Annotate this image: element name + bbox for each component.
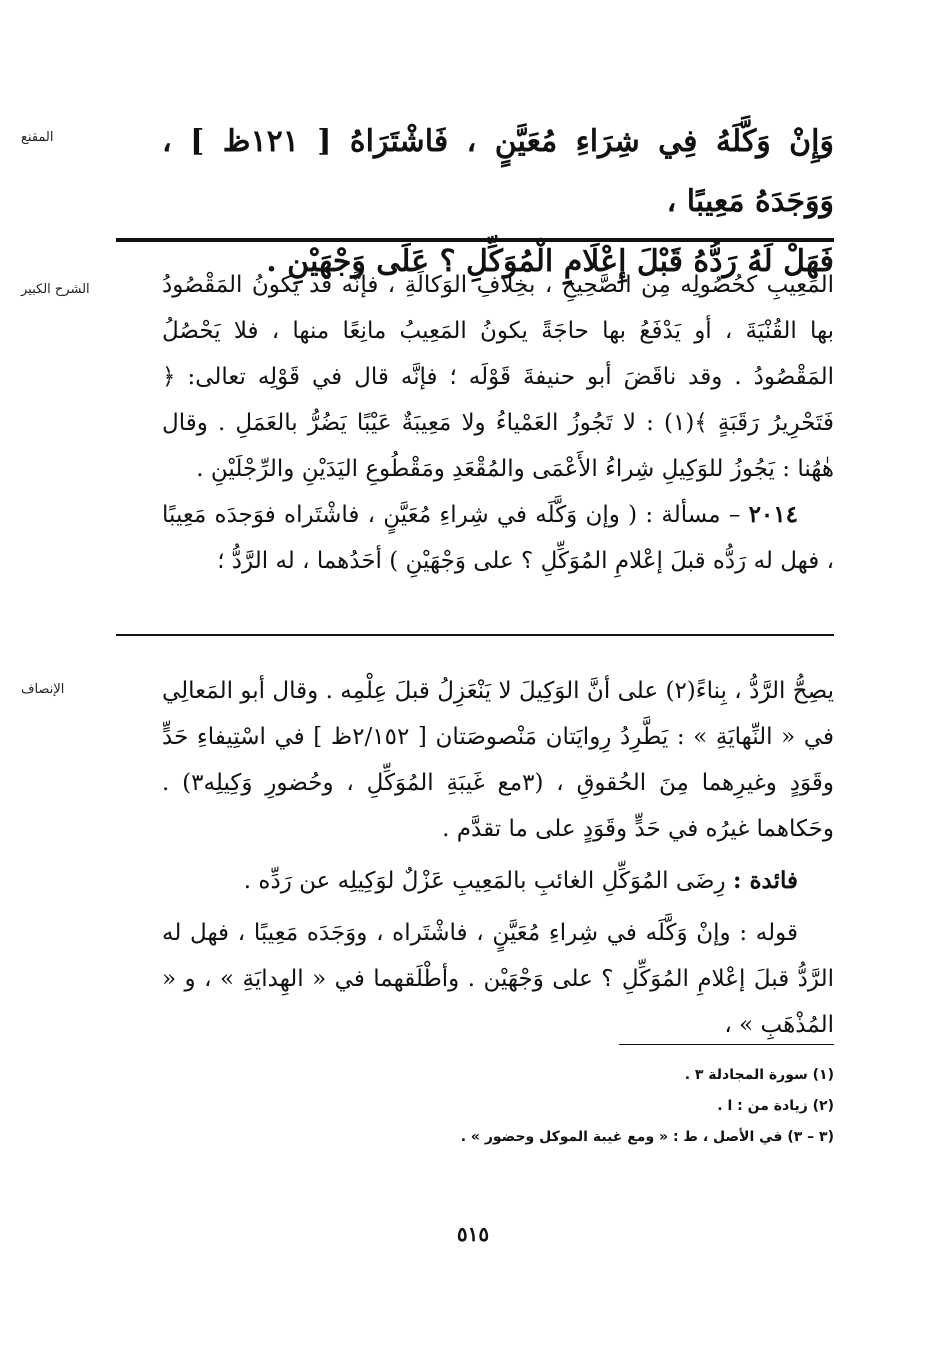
sharh-text: [162, 262, 834, 584]
insaf-text: [162, 668, 834, 1048]
section-label-muqni: المقنع: [21, 130, 54, 145]
page-number: ٥١٥: [456, 1222, 490, 1246]
sharh-paragraph-1: المَعِيبِ كحُصُولِه مِن الصَّحِيحِ ، بخِلافِ الوَكالَةِ ، فإنَّه قد يكونُ المَقْصُودُ بها القُنْيَةَ ، أو يَدْفَعُ بها حاجَةً يكونُ المَعِيبُ مانِعًا منها ، فلا يَحْصُلُ المَقْصُودُ . وقد ناقَضَ أبو حنيفةَ قَوْلَه ؛ فإنَّه قال في قَوْلِه تعالى: ﴿ فَتَحْرِيرُ رَقَبَةٍ ﴾(١) : لا تَجُوزُ العَمْياءُ ولا مَعِيبَةٌ عَيْبًا يَضُرُّ بالعَمَلِ . وقال هٰهُنا : يَجُوزُ للوَكِيلِ شِراءُ الأَعْمَى والمُقْعَدِ ومَقْطُوعِ اليَدَيْنِ والرِّجْلَيْنِ .: [162, 272, 834, 482]
insaf-paragraph-3: قوله : وإنْ وَكَّلَه في شِراءِ مُعَيَّنٍ ، فاشْتَراه ، ووَجَدَه مَعِيبًا ، فهل له الرَّدُّ قبلَ إعْلامِ المُوَكِّلِ ؟ على وَجْهَيْن . وأطْلَقهما في « الهِدايَةِ » ، و « المُذْهَبِ » ،: [162, 920, 834, 1038]
footnote-2: (٢) زيادة من : ا .: [717, 1098, 834, 1114]
footnote-divider: [619, 1044, 834, 1045]
faida-label: فائدة :: [732, 867, 798, 894]
issue-text: – مسألة : ( وإن وَكَّلَه في شِراءِ مُعَيَّنٍ ، فاشْتَراه فوَجدَه مَعِيبًا ، فهل له رَدُّه قبلَ إعْلامِ المُوَكِّلِ ؟ على وَجْهَيْنِ ) أحَدُهما ، له الرَّدُّ ؛: [162, 502, 834, 574]
muqni-line-2: فَهَلْ لَهُ رَدُّهُ قَبْلَ إِعْلَامِ الْمُوَكِّلِ ؟ عَلَى وَجْهَيْنِ .: [266, 244, 834, 279]
thick-divider: [116, 238, 834, 242]
footnotes: [274, 1060, 834, 1153]
footnote-1: (١) سورة المجادلة ٣ .: [684, 1067, 834, 1083]
sharh-paragraph-2: [162, 492, 834, 584]
muqni-line-1: وَإِنْ وَكَّلَهُ فِي شِرَاءِ مُعَيَّنٍ ، فَاشْتَرَاهُ [ ١٢١ظ ] ، وَوَجَدَهُ مَعِيبًا ،: [162, 124, 834, 219]
footnote-3: (٣ – ٣) في الأصل ، ط : « ومع غيبة الموكل وحضور » .: [460, 1129, 834, 1145]
thin-divider: [116, 634, 834, 636]
faida-text: رِضَى المُوَكِّلِ الغائبِ بالمَعِيبِ عَزْلٌ لوَكِيلِه عن رَدِّه .: [243, 868, 733, 894]
issue-number: ٢٠١٤: [748, 501, 798, 528]
section-label-insaf: الإنصاف: [21, 682, 65, 697]
section-label-sharh: الشرح الكبير: [21, 282, 90, 297]
insaf-faida: [162, 858, 834, 904]
insaf-paragraph-1: يصِحُّ الرَّدُّ ، بِناءً(٢) على أنَّ الوَكِيلَ لا يَنْعَزِلُ قبلَ عِلْمِه . وقال أبو المَعالِي في « النِّهايَةِ » : يَطَّرِدُ رِوايَتان مَنْصوصَتان [ ٢/١٥٢ظ ] في اسْتِيفاءِ حَدٍّ وقَوَدٍ وغيرِهما مِنَ الحُقوقِ ، (٣مع غَيبَةِ المُوَكِّلِ ، وحُضورِ وَكِيلِه٣) . وحَكاهما غيرُه في حَدٍّ وقَوَدٍ على ما تقدَّم .: [162, 678, 834, 842]
